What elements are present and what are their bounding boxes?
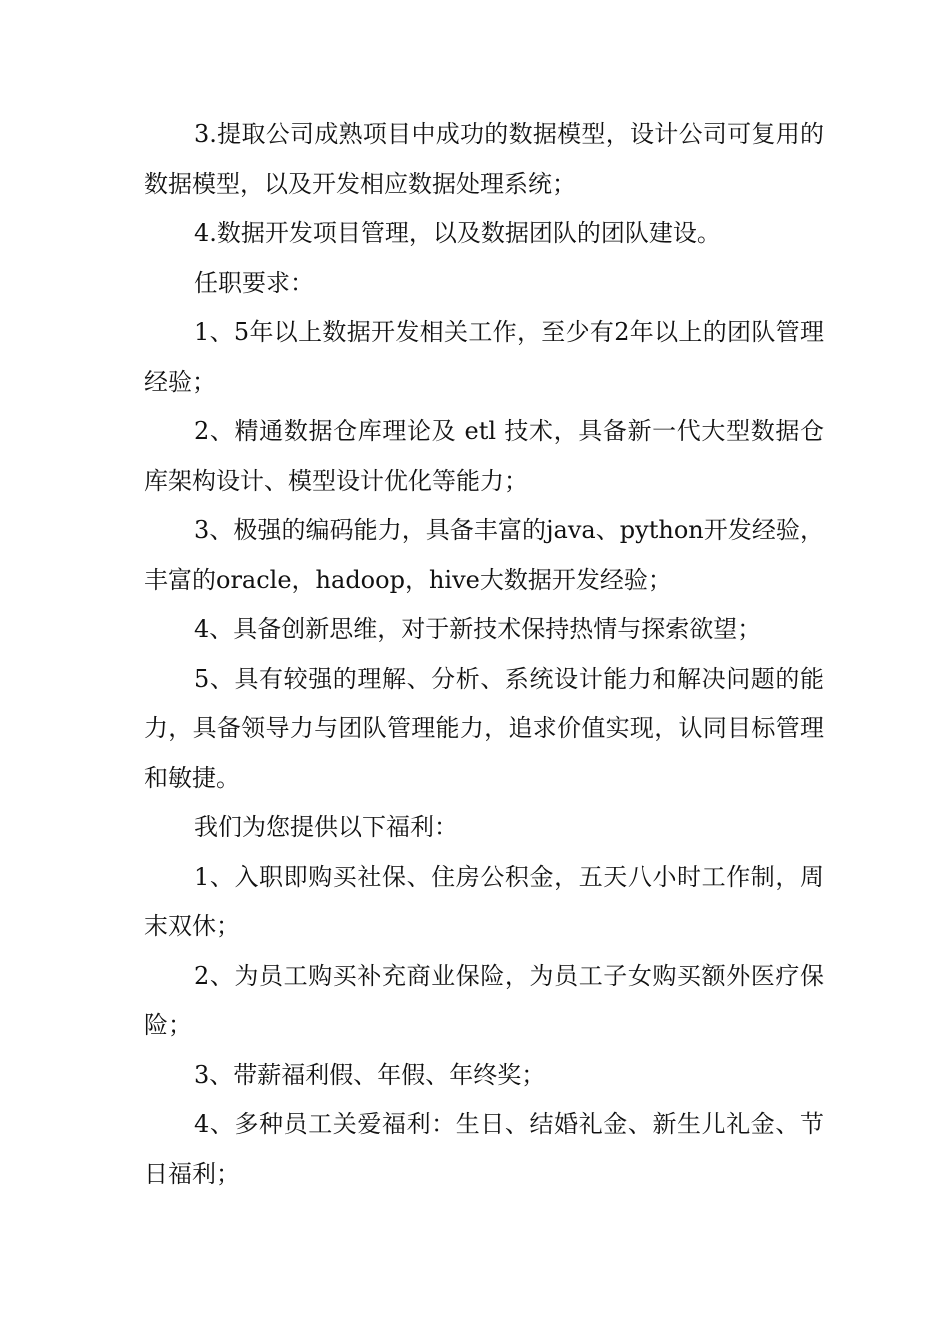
requirement-item-2: 2、精通数据仓库理论及 etl 技术，具备新一代大型数据仓库架构设计、模型设计优化等能力； (144, 417, 824, 495)
benefit-item-2: 2、为员工购买补充商业保险，为员工子女购买额外医疗保险； (144, 961, 824, 1039)
benefits-heading: 我们为您提供以下福利： (194, 813, 458, 841)
requirement-item-4: 4、具备创新思维，对于新技术保持热情与探索欲望； (194, 615, 762, 643)
requirement-item-5: 5、具有较强的理解、分析、系统设计能力和解决问题的能力，具备领导力与团队管理能力，追求价值实现，认同目标管理和敏捷。 (144, 664, 824, 792)
requirement-item-3: 3、极强的编码能力，具备丰富的java、python开发经验，丰富的oracle，hadoop，hive大数据开发经验； (144, 516, 824, 594)
benefit-item-4: 4、多种员工关爱福利：生日、结婚礼金、新生儿礼金、节日福利； (144, 1110, 824, 1188)
requirements-heading: 任职要求： (194, 268, 314, 297)
responsibility-item-3: 3.提取公司成熟项目中成功的数据模型，设计公司可复用的数据模型，以及开发相应数据处理系统； (144, 120, 824, 198)
requirement-item-1: 1、5年以上数据开发相关工作，至少有2年以上的团队管理经验； (144, 318, 824, 396)
document-body (144, 110, 824, 1199)
benefit-item-3: 3、带薪福利假、年假、年终奖； (194, 1060, 546, 1089)
benefit-item-1: 1、入职即购买社保、住房公积金，五天八小时工作制，周末双休； (144, 862, 824, 940)
responsibility-item-4: 4.数据开发项目管理，以及数据团队的团队建设。 (194, 219, 721, 247)
